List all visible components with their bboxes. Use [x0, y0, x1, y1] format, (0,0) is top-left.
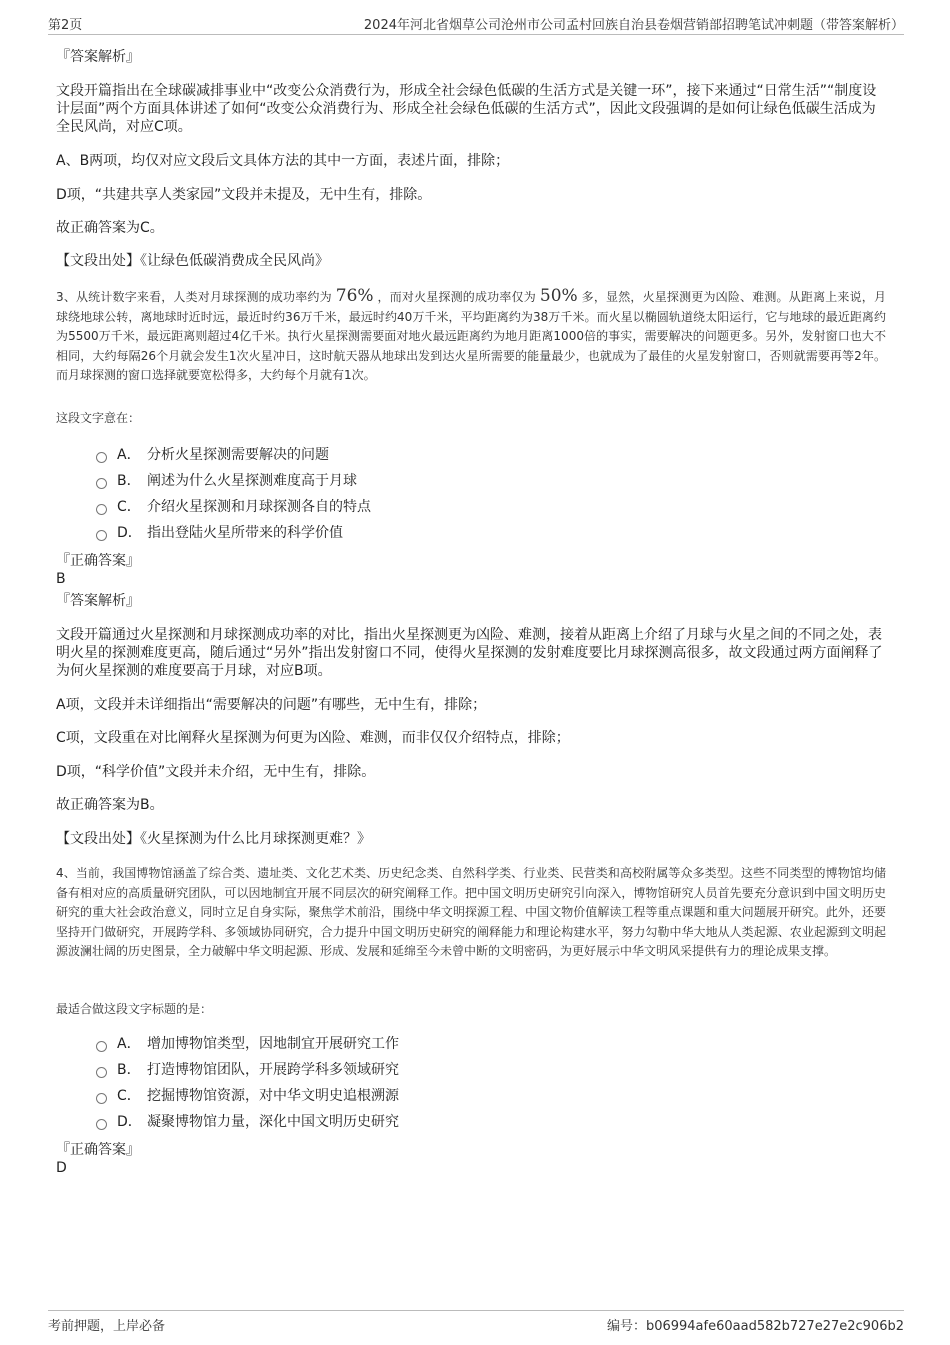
- q3-question-text: 3、从统计数字来看，人类对月球探测的成功率约为 76% ，而对火星探测的成功率仅为 50% 多，显然，火星探测更为凶险、难测。从距离上来说，月球绕地球公转，离地球时近时远，最近时约36万千米，最远时约40万千米，平均距离约为38万千米。而火星以椭圆轨道绕太阳运行，它与地球的最近距离约为5500万千米，最远距离则超过4亿千米。执行火星探测需要面对地火最远距离约为地月距离1000倍的事实，需要解决的问题更多。另外，发射窗口也大不相同，大约每隔26个月就会发生1次火星冲日，这时航天器从地球出发到达火星所需要的能量最少，也就成为了最佳的火星发射窗口，否则就需要再等2年。而月球探测的窗口选择就要宽松得多，大约每个月就有1次。: [56, 286, 886, 382]
- q2-conclusion: 故正确答案为C。: [56, 220, 164, 236]
- q4-answer-label: 『正确答案』: [56, 1142, 140, 1158]
- page-number: 第2页: [48, 18, 83, 33]
- radio-icon[interactable]: [96, 504, 107, 515]
- q3-option-a-analysis: A项，文段并未详细指出“需要解决的问题”有哪些，无中生有，排除；: [56, 697, 487, 713]
- radio-icon[interactable]: [96, 530, 107, 541]
- q2-analysis-text: 文段开篇指出在全球碳减排事业中“改变公众消费行为，形成全社会绿色低碳的生活方式是关键一环”，接下来通过“日常生活”“制度设计层面”两个方面具体讲述了如何“改变公众消费行为、形成全社会绿色低碳的生活方式”，因此文段强调的是如何让绿色低碳生活成为全民风尚，对应C项。: [56, 83, 877, 135]
- q2-option-d-analysis: D项，“共建共享人类家园”文段并未提及，无中生有，排除。: [56, 187, 432, 203]
- q3-analysis-text: 文段开篇通过火星探测和月球探测成功率的对比，指出火星探测更为凶险、难测，接着从距离上介绍了月球与火星之间的不同之处，表明火星的探测难度更高，随后通过“另外”指出发射窗口不同，使得火星探测的发射难度要比月球探测高很多，故文段通过两方面阐释了为何火星探测的难度要高于月球，对应B项。: [56, 627, 883, 679]
- footer-slogan: 考前押题，上岸必备: [48, 1319, 166, 1334]
- q3-option-d-analysis: D项，“科学价值”文段并未介绍，无中生有，排除。: [56, 764, 376, 780]
- q2-analysis-label: 『答案解析』: [56, 49, 140, 65]
- q4-option-d[interactable]: D． 凝聚博物馆力量，深化中国文明历史研究: [96, 1113, 399, 1131]
- radio-icon[interactable]: [96, 452, 107, 463]
- radio-icon[interactable]: [96, 1119, 107, 1130]
- document-code: 编号：b06994afe60aad582b727e27e2c906b2: [606, 1319, 904, 1334]
- q3-option-a[interactable]: A． 分析火星探测需要解决的问题: [96, 446, 329, 464]
- q3-mars-rate: 50%: [539, 286, 578, 306]
- q3-source: 【文段出处】《火星探测为什么比月球探测更难？》: [56, 831, 371, 847]
- q3-option-b[interactable]: B． 阐述为什么火星探测难度高于月球: [96, 472, 357, 490]
- q3-option-c-analysis: C项，文段重在对比阐释火星探测为何更为凶险、难测，而非仅仅介绍特点，排除；: [56, 730, 570, 746]
- page-footer: [48, 1310, 904, 1335]
- q3-answer: B: [56, 571, 66, 587]
- q3-moon-rate: 76%: [335, 286, 374, 306]
- q4-option-c[interactable]: C． 挖掘博物馆资源，对中华文明史追根溯源: [96, 1087, 399, 1105]
- q3-option-c[interactable]: C． 介绍火星探测和月球探测各自的特点: [96, 498, 371, 516]
- q4-prompt: 最适合做这段文字标题的是：: [56, 1002, 213, 1016]
- document-title: 2024年河北省烟草公司沧州市公司孟村回族自治县卷烟营销部招聘笔试冲刺题（带答案解析）: [363, 18, 904, 33]
- q4-option-a[interactable]: A． 增加博物馆类型，因地制宜开展研究工作: [96, 1035, 399, 1053]
- q4-answer: D: [56, 1160, 67, 1176]
- page-header: [48, 14, 904, 35]
- q3-prompt: 这段文字意在：: [56, 411, 141, 425]
- radio-icon[interactable]: [96, 1041, 107, 1052]
- q3-answer-label: 『正确答案』: [56, 553, 140, 569]
- radio-icon[interactable]: [96, 478, 107, 489]
- radio-icon[interactable]: [96, 1093, 107, 1104]
- q4-question-text: 4、当前，我国博物馆涵盖了综合类、遗址类、文化艺术类、历史纪念类、自然科学类、行业类、民营类和高校附属等众多类型。这些不同类型的博物馆均储备有相对应的高质量研究团队，可以因地制宜开展不同层次的研究阐释工作。把中国文明历史研究引向深入，博物馆研究人员首先要充分意识到中国文明历史研究的重大社会政治意义，同时立足自身实际，聚焦学术前沿，围绕中华文明探源工程、中国文物价值解读工程等重点课题和重大问题展开研究。此外，还要坚持开门做研究，开展跨学科、多领域协同研究，合力提升中国文明历史研究的阐释能力和理论构建水平，努力勾勒中华大地从人类起源、农业起源到文明起源波澜壮阔的历史图景，全力破解中华文明起源、形成、发展和延绵至今未曾中断的文明密码，为更好展示中华文明风采提供有力的理论成果支撑。: [56, 866, 886, 958]
- q3-option-d[interactable]: D． 指出登陆火星所带来的科学价值: [96, 524, 343, 542]
- q2-source: 【文段出处】《让绿色低碳消费成全民风尚》: [56, 253, 329, 269]
- radio-icon[interactable]: [96, 1067, 107, 1078]
- q3-conclusion: 故正确答案为B。: [56, 797, 164, 813]
- q3-analysis-label: 『答案解析』: [56, 593, 140, 609]
- q4-option-b[interactable]: B． 打造博物馆团队，开展跨学科多领域研究: [96, 1061, 399, 1079]
- q2-option-ab-analysis: A、B两项，均仅对应文段后文具体方法的其中一方面，表述片面，排除；: [56, 153, 510, 169]
